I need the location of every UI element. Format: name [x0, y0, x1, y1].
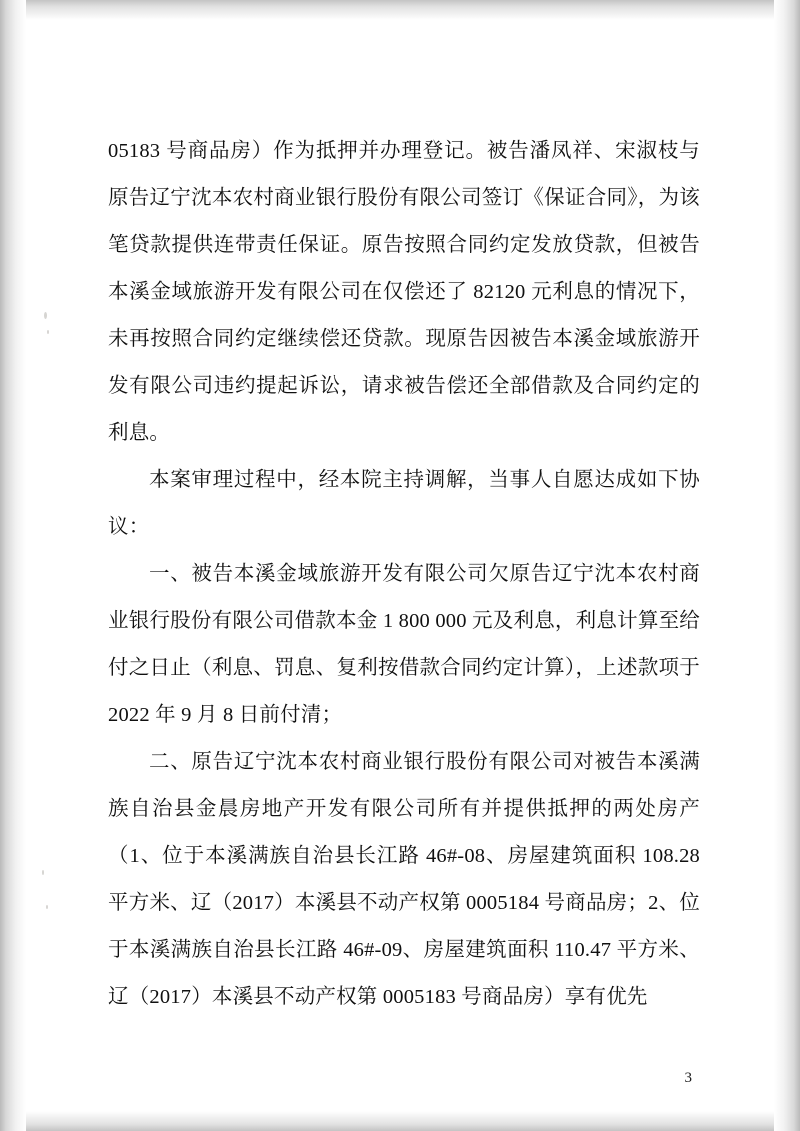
scan-edge-top [0, 0, 800, 20]
document-text-body [108, 128, 700, 1021]
page-number: 3 [684, 1070, 692, 1086]
scan-speck [47, 330, 49, 334]
scan-speck [42, 870, 44, 875]
scan-edge-right [774, 0, 800, 1131]
paragraph-mediation-intro: 本案审理过程中，经本院主持调解，当事人自愿达成如下协议： [108, 469, 700, 538]
paragraph-continuation: 05183 号商品房）作为抵押并办理登记。被告潘凤祥、宋淑枝与原告辽宁沈本农村商业银行股份有限公司签订《保证合同》，为该笔贷款提供连带责任保证。原告按照合同约定发放贷款，但被告本溪金域旅游开发有限公司在仅偿还了 82120 元利息的情况下，未再按照合同约定继续偿还贷款。现原告因被告本溪金域旅游开发有限公司违约提起诉讼，请求被告偿还全部借款及合同约定的利息。 [108, 140, 700, 444]
paragraph-clause-one: 一、被告本溪金域旅游开发有限公司欠原告辽宁沈本农村商业银行股份有限公司借款本金 1 800 000 元及利息，利息计算至给付之日止（利息、罚息、复利按借款合同约定计算），上述款项于 2022 年 9 月 8 日前付清； [108, 563, 700, 726]
scan-edge-bottom [0, 1111, 800, 1131]
paragraph-clause-two: 二、原告辽宁沈本农村商业银行股份有限公司对被告本溪满族自治县金晨房地产开发有限公司所有并提供抵押的两处房产（1、位于本溪满族自治县长江路 46#-08、房屋建筑面积 108.28 平方米、辽（2017）本溪县不动产权第 0005184 号商品房；2、位于本溪满族自治县长江路 46#-09、房屋建筑面积 110.47 平方米、辽（2017）本溪县不动产权第 0005183 号商品房）享有优先 [108, 751, 700, 1008]
scan-speck [44, 312, 47, 319]
scan-edge-left [0, 0, 26, 1131]
scan-speck [46, 905, 48, 909]
